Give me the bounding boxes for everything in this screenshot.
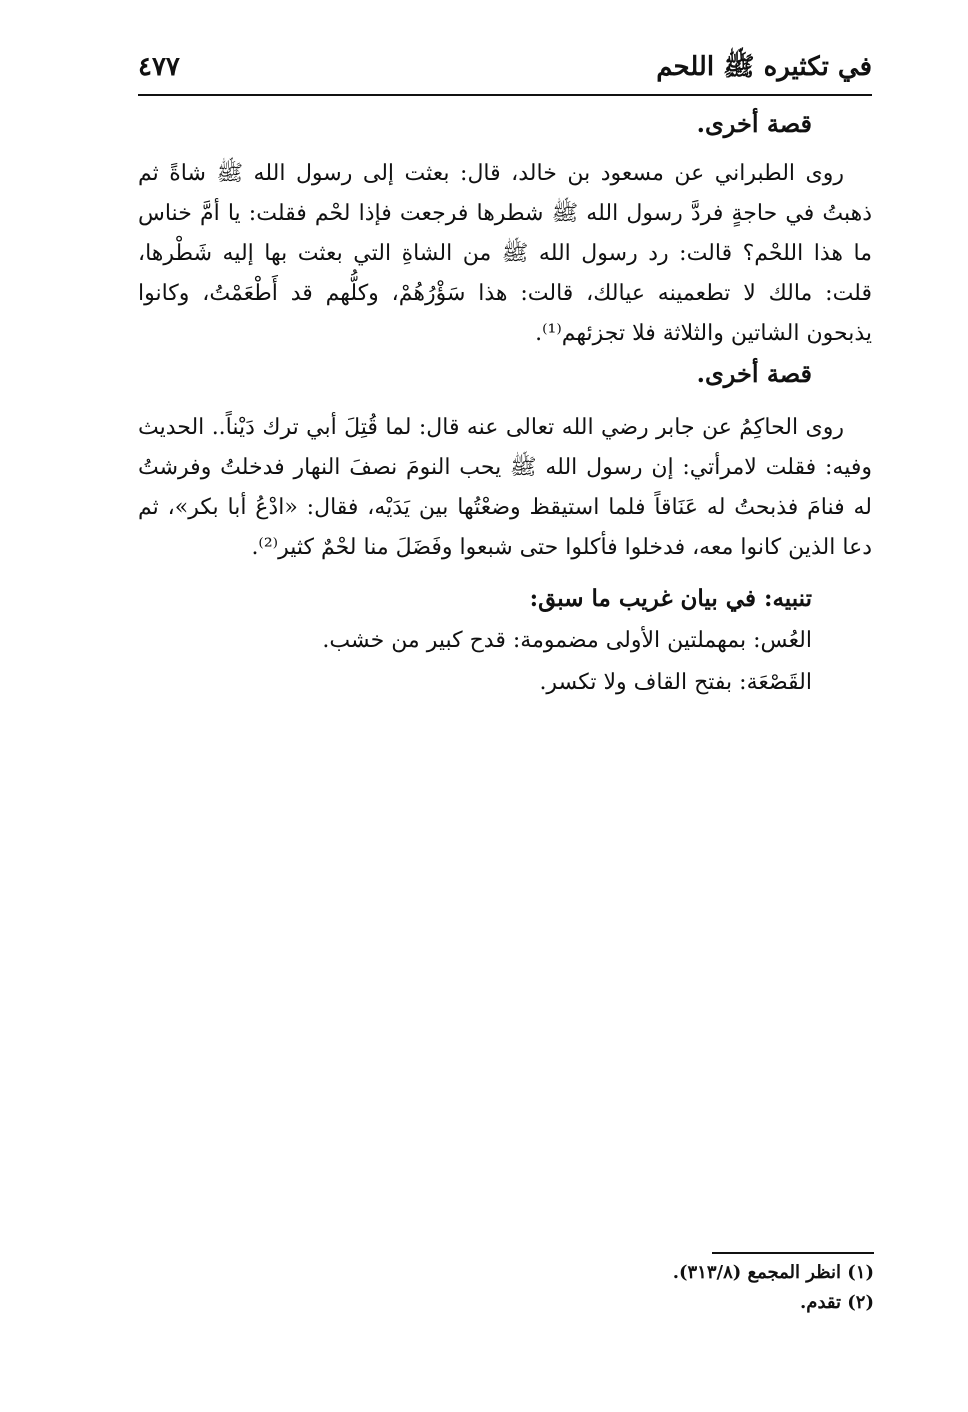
gloss-1: العُس: بمهملتين الأولى مضمومة: قدح كبير من خشب. xyxy=(322,628,812,653)
gloss-2: القَصْعَة: بفتح القاف ولا تكسر. xyxy=(539,670,812,695)
note-heading: تنبيه: في بيان غريب ما سبق: xyxy=(529,585,812,612)
running-head: في تكثيره ﷺ اللحم xyxy=(656,52,872,82)
paragraph-2: روى الحاكِمُ عن جابر رضي الله تعالى عنه قال: لما قُتِلَ أبي ترك دَيْناً.. الحديث وفيه: فقلت لامرأتي: إن رسول الله ﷺ يحب النومَ نصفَ النهار فدخلتُ وفرشتُ له فنامَ فذبحتُ له عَنَاقاً فلما استيقظ وضعْتُها بين يَدَيْه، فقال: «ادْعُ أبا بكر»، ثم دعا الذين كانوا معه، فدخلوا فأكلوا حتى شبعوا وفَضَلَ منا لحْمٌ كثير⁽²⁾. xyxy=(138,415,872,560)
section-heading-1: قصة أخرى. xyxy=(696,109,812,138)
paragraph-1: روى الطبراني عن مسعود بن خالد، قال: بعثت إلى رسول الله ﷺ شاةً ثم ذهبتُ في حاجةٍ فردَّ رسول الله ﷺ شطرها فرجعت فإذا لحْم فقلت: يا أمَّ خناس ما هذا اللحْم؟ قالت: رد رسول الله ﷺ من الشاةِ التي بعثت بها إليه شَطْرها، قلت: مالك لا تطعمينه عيالك، قالت: هذا سَؤْرُهُمْ، وكلُّهم قد أَطْعَمْتُ، وكانوا يذبحون الشاتين والثلاثة فلا تجزئهم⁽¹⁾. xyxy=(138,161,872,346)
section-heading-2: قصة أخرى. xyxy=(696,359,812,388)
page-header xyxy=(138,44,872,96)
footnote-2: (٢) تقدم. xyxy=(800,1292,874,1313)
page-body xyxy=(138,104,872,704)
footnotes xyxy=(673,1258,874,1318)
footnote-1: (١) انظر المجمع (٣١٣/٨). xyxy=(672,1262,874,1283)
footnote-rule xyxy=(712,1252,874,1254)
page-number: ٤٧٧ xyxy=(138,52,180,82)
